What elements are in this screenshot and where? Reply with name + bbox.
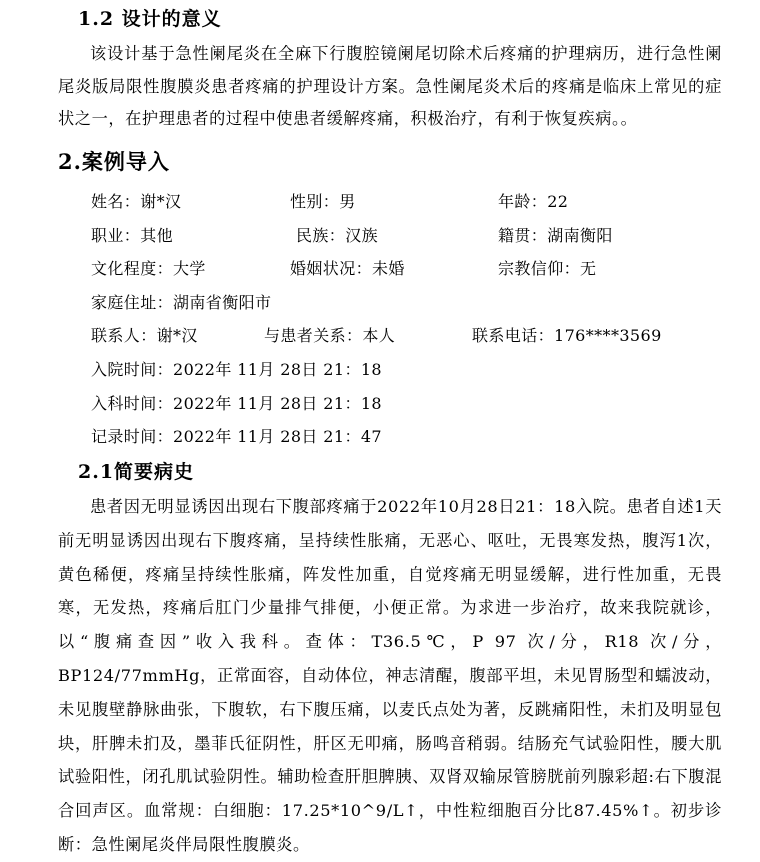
patient-age: 年龄：22 (498, 192, 569, 211)
section-heading-case-intro: 2.案例导入 (58, 149, 170, 174)
brief-history-paragraph: 患者因无明显诱因出现右下腹部疼痛于2022年10月28日21：18入院。患者自述1天前无明显诱因出现右下腹疼痛，呈持续性胀痛，无恶心、呕吐，无畏寒发热，腹泻1次，黄色稀便，疼痛呈持续性胀痛，阵发性加重，自觉疼痛无明显缓解，进行性加重，无畏寒，无发热，疼痛后肛门少量排气排便，小便正常。为求进一步治疗，故来我院就诊，以“腹痛查因”收入我科。查体：T36.5℃，P 97 次/分，R18 次/分，BP124/77mmHg，正常面容，自动体位，神志清醒，腹部平坦，未见胃肠型和蠕波动，未见腹壁静脉曲张，下腹软，右下腹压痛，以麦氏点处为著，反跳痛阳性，未扪及明显包块，肝脾未扪及，墨菲氏征阴性，肝区无叩痛，肠鸣音稍弱。结肠充气试验阳性，腰大肌试验阳性，闭孔肌试验阴性。辅助检查肝胆脾胰、双肾双输尿管膀胱前列腺彩超:右下腹混合回声区。血常规：白细胞：17.25*10^9/L↑，中性粒细胞百分比87.45%↑。初步诊断：急性阑尾炎伴局限性腹膜炎。 (58, 497, 722, 854)
patient-ethnicity: 民族：汉族 (296, 226, 379, 245)
record-time: 记录时间：2022年 11月 28日 21：47 (91, 427, 383, 446)
contact-phone: 联系电话：176****3569 (472, 326, 662, 345)
patient-native-place: 籍贯：湖南衡阳 (498, 226, 613, 245)
patient-marital-status: 婚姻状况：未婚 (290, 259, 405, 278)
patient-gender: 性别：男 (290, 192, 356, 211)
design-significance-paragraph: 该设计基于急性阑尾炎在全麻下行腹腔镜阑尾切除术后疼痛的护理病历，进行急性阑尾炎版局限性腹膜炎患者疼痛的护理设计方案。急性阑尾炎术后的疼痛是临床上常见的症状之一，在护理患者的过程中使患者缓解疼痛，积极治疗，有利于恢复疾病。。 (58, 44, 722, 129)
patient-education: 文化程度：大学 (91, 259, 206, 278)
patient-name: 姓名：谢*汉 (91, 192, 182, 211)
patient-address: 家庭住址：湖南省衡阳市 (91, 293, 272, 312)
section-heading-brief-history: 2.1简要病史 (78, 461, 195, 483)
department-entry-time: 入科时间：2022年 11月 28日 21：18 (91, 394, 383, 413)
contact-relation: 与患者关系：本人 (264, 326, 396, 345)
section-heading-design-significance: 1.2 设计的意义 (78, 8, 222, 30)
contact-person: 联系人：谢*汉 (91, 326, 198, 345)
patient-occupation: 职业：其他 (91, 226, 174, 245)
admission-time: 入院时间：2022年 11月 28日 21：18 (91, 360, 383, 379)
patient-religion: 宗教信仰：无 (498, 259, 597, 278)
